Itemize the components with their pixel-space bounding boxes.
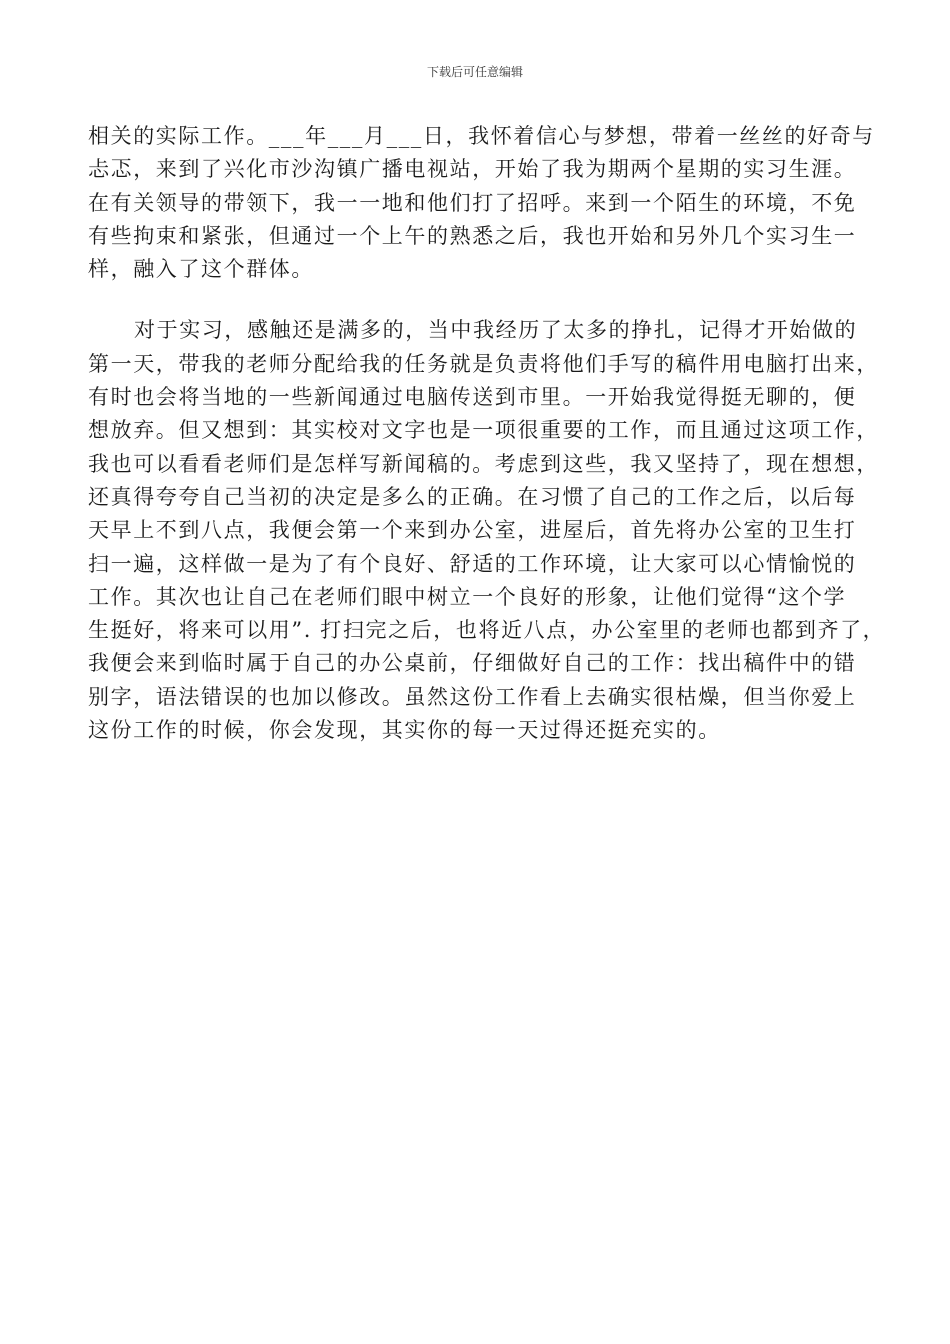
text-line: 还真得夸夸自己当初的决定是多么的正确。在习惯了自己的工作之后，以后每 [88, 484, 857, 509]
text-line: 有时也会将当地的一些新闻通过电脑传送到市里。一开始我觉得挺无聊的，便 [88, 385, 857, 410]
text-line: 扫一遍，这样做一是为了有个良好、舒适的工作环境，让大家可以心情愉悦的 [88, 551, 857, 576]
text-line: 在有关领导的带领下，我一一地和他们打了招呼。来到一个陌生的环境，不免 [88, 190, 857, 215]
paragraph-spacer [88, 286, 868, 314]
text-line: 忐忑，来到了兴化市沙沟镇广播电视站，开始了我为期两个星期的实习生涯。 [88, 157, 857, 182]
text-line: 工作。其次也让自己在老师们眼中树立一个良好的形象，让他们觉得“这个学 [88, 584, 847, 609]
page-header: 下载后可任意编辑 [426, 65, 523, 79]
text-line: 样，融入了这个群体。 [88, 257, 314, 282]
text-line: 想放弃。但又想到：其实校对文字也是一项很重要的工作，而且通过这项工作， [88, 418, 879, 443]
text-line: 生挺好，将来可以用”. 打扫完之后，也将近八点，办公室里的老师也都到齐了， [88, 618, 886, 643]
paragraph-1 [88, 120, 875, 286]
text-line: 这份工作的时候，你会发现，其实你的每一天过得还挺充实的。 [88, 718, 721, 743]
text-line: 天早上不到八点，我便会第一个来到办公室，进屋后，首先将办公室的卫生打 [88, 518, 857, 543]
text-line: 我也可以看看老师们是怎样写新闻稿的。考虑到这些，我又坚持了，现在想想， [88, 451, 879, 476]
text-line: 我便会来到临时属于自己的办公桌前，仔细做好自己的工作：找出稿件中的错 [88, 651, 857, 676]
text-line: 别字，语法错误的也加以修改。虽然这份工作看上去确实很枯燥，但当你爱上 [88, 684, 857, 709]
document-body [88, 120, 886, 747]
text-line: 相关的实际工作。___年___月___日，我怀着信心与梦想，带着一丝丝的好奇与 [88, 124, 875, 148]
paragraph-2 [88, 314, 886, 747]
text-line: 对于实习，感触还是满多的，当中我经历了太多的挣扎，记得才开始做的 [134, 318, 858, 343]
text-line: 第一天，带我的老师分配给我的任务就是负责将他们手写的稿件用电脑打出来， [88, 351, 879, 376]
text-line: 有些拘束和紧张，但通过一个上午的熟悉之后，我也开始和另外几个实习生一 [88, 223, 857, 248]
